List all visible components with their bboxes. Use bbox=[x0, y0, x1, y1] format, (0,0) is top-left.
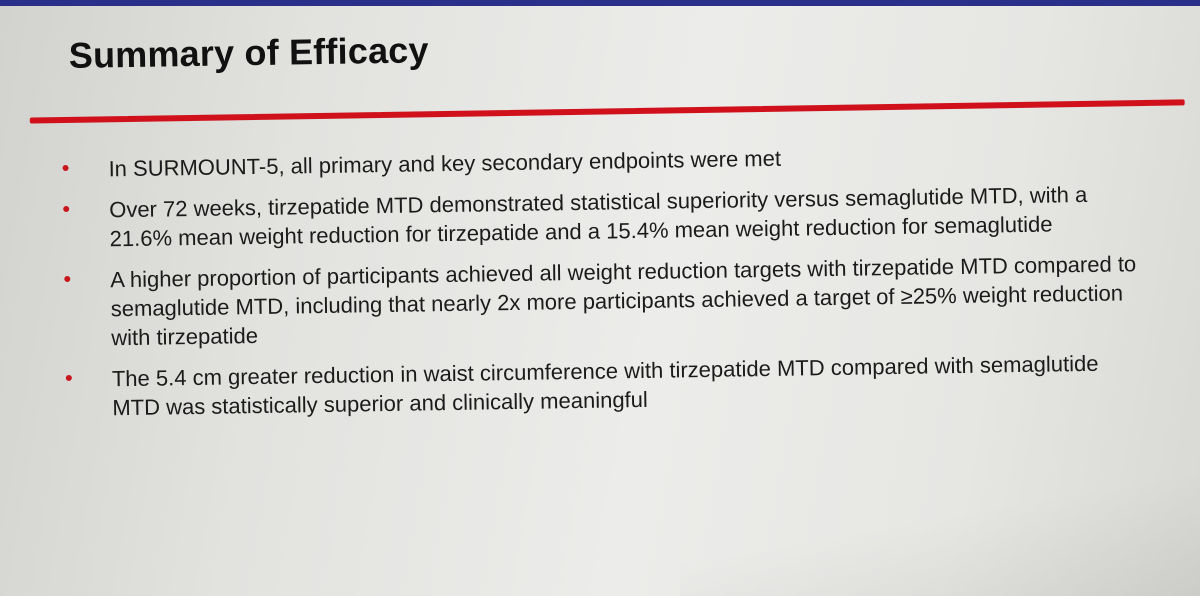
bullet-text: In SURMOUNT-5, all primary and key secondary endpoints were met bbox=[108, 145, 782, 182]
bullet-list bbox=[58, 138, 1142, 435]
bullet-item bbox=[58, 138, 1138, 184]
bullet-text: A higher proportion of participants achieved all weight reduction targets with tirzepatide MTD compared to semaglutide MTD, including that nearly 2x more participants achieved a target of ≥25% weight reduction with tirzepatide bbox=[110, 251, 1137, 351]
bullet-dot-icon bbox=[64, 276, 70, 282]
presentation-slide bbox=[0, 6, 1200, 596]
bullet-item bbox=[60, 249, 1141, 353]
bullet-text: The 5.4 cm greater reduction in waist circumference with tirzepatide MTD compared with semaglutide MTD was statistically superior and clinically meaningful bbox=[111, 350, 1099, 421]
bullet-dot-icon bbox=[63, 206, 69, 212]
bullet-item bbox=[62, 348, 1143, 423]
bullet-dot-icon bbox=[66, 375, 72, 381]
title-underline bbox=[30, 99, 1185, 123]
bullet-dot-icon bbox=[63, 165, 69, 171]
bullet-item bbox=[59, 179, 1140, 254]
slide-title: Summary of Efficacy bbox=[68, 29, 429, 76]
bullet-text: Over 72 weeks, tirzepatide MTD demonstrated statistical superiority versus semaglutide MTD, with a 21.6% mean weight reduction for tirzepatide and a 15.4% mean weight reduction for semaglutide bbox=[109, 181, 1088, 252]
